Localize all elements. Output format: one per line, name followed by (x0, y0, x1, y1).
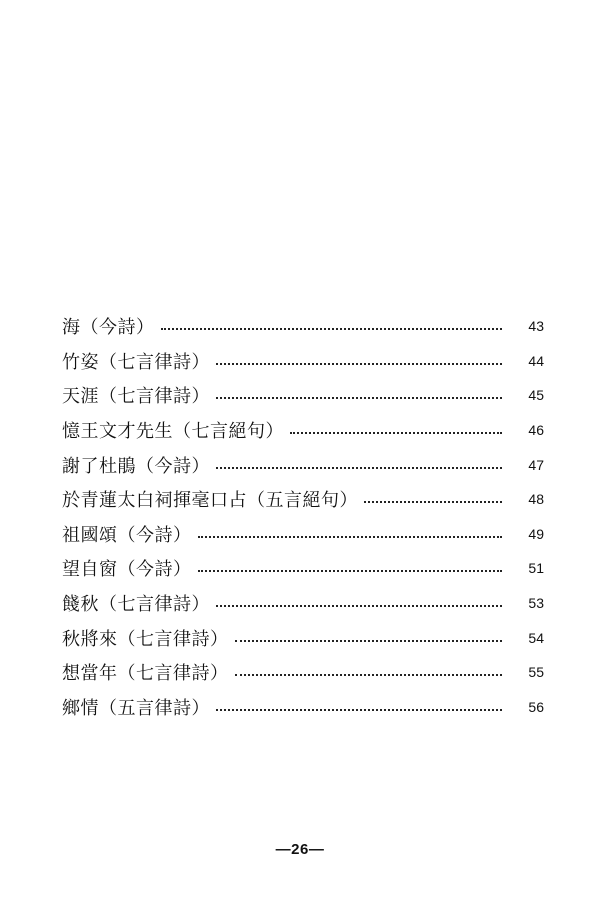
toc-entry-title: 天涯（七言律詩） (62, 386, 210, 408)
dot-leader (216, 605, 502, 607)
dot-leader (216, 467, 502, 469)
toc-entry (62, 309, 544, 344)
toc-entry (62, 482, 544, 517)
toc-entry (62, 690, 544, 725)
toc-entry-page: 54 (528, 629, 544, 646)
dot-leader (216, 363, 502, 365)
toc-entry-page: 51 (528, 560, 544, 577)
toc-entry-title: 想當年（七言律詩） (62, 663, 229, 685)
toc-entry-title: 於青蓮太白祠揮毫口占（五言絕句） (62, 490, 358, 512)
toc-entry-title: 鄉情（五言律詩） (62, 697, 210, 719)
toc-entry (62, 586, 544, 621)
page-number: —26— (275, 841, 325, 858)
toc-entry-title: 海（今詩） (62, 317, 155, 339)
toc-entry-title: 望自窗（今詩） (62, 559, 192, 581)
toc-entry (62, 551, 544, 586)
toc-entry (62, 344, 544, 379)
toc-entry-page: 46 (528, 422, 544, 439)
toc-entry-page: 48 (528, 491, 544, 508)
toc-entry-page: 43 (528, 318, 544, 335)
toc-entry-title: 竹姿（七言律詩） (62, 351, 210, 373)
toc-entry (62, 447, 544, 482)
dot-leader (198, 536, 503, 538)
dot-leader (161, 328, 503, 330)
toc-entry-page: 49 (528, 525, 544, 542)
toc-entry (62, 517, 544, 552)
table-of-contents (62, 309, 544, 724)
toc-entry-title: 餞秋（七言律詩） (62, 594, 210, 616)
toc-entry (62, 413, 544, 448)
toc-entry (62, 378, 544, 413)
toc-entry-page: 53 (528, 595, 544, 612)
toc-entry-title: 憶王文才先生（七言絕句） (62, 421, 284, 443)
toc-entry-title: 秋將來（七言律詩） (62, 628, 229, 650)
toc-entry (62, 655, 544, 690)
dot-leader (235, 674, 503, 676)
toc-entry-page: 56 (528, 698, 544, 715)
toc-entry-page: 44 (528, 352, 544, 369)
toc-entry-page: 55 (528, 664, 544, 681)
dot-leader (364, 501, 502, 503)
dot-leader (216, 709, 502, 711)
toc-entry-page: 45 (528, 387, 544, 404)
dot-leader (290, 432, 502, 434)
dot-leader (216, 397, 502, 399)
toc-entry-title: 謝了杜鵑（今詩） (62, 455, 210, 477)
toc-entry-page: 47 (528, 456, 544, 473)
dot-leader (198, 570, 503, 572)
toc-entry-title: 祖國頌（今詩） (62, 524, 192, 546)
toc-entry (62, 620, 544, 655)
dot-leader (235, 640, 503, 642)
